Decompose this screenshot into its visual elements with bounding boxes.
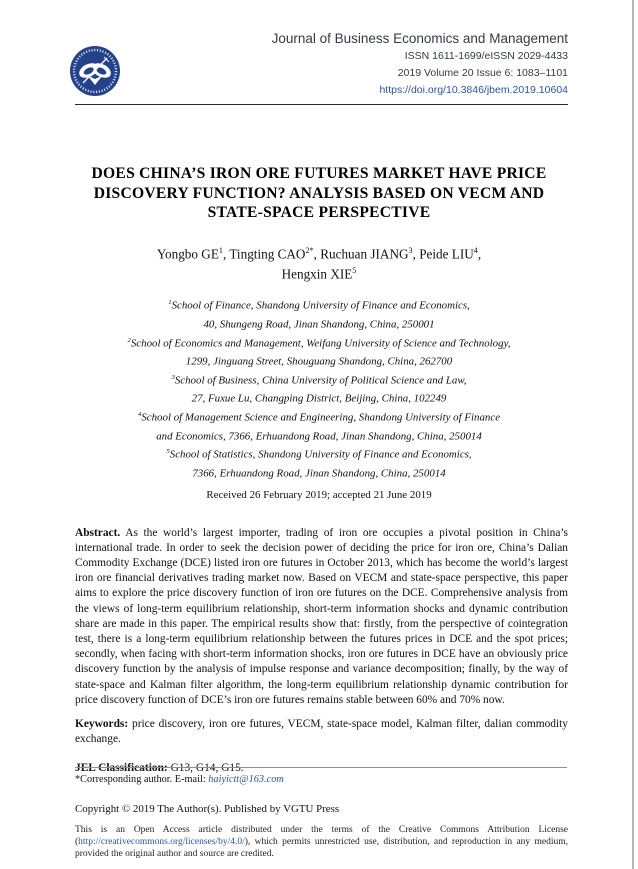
author-line: Yongbo $GE^1$, Tingting $CAO^{2*}$, Ruchuan JIANG$^3$, Peide LIU$^4$, [156, 245, 482, 261]
header-divider [75, 104, 568, 105]
author-list [0, 242, 638, 284]
affiliation-line: $^5$School of Statistics, Shandong University of Finance and Economics, [166, 448, 472, 461]
affiliation-line: $^2$School of Economics and Management, Weifang University of Science and Technology, [127, 336, 511, 350]
journal-name: Journal of Business Economics and Management [271, 31, 568, 46]
author: Yongbo GE [156, 245, 219, 261]
copyright-line: Copyright © 2019 The Author(s). Published by VGTU Press [75, 803, 340, 815]
abstract-paragraph [75, 526, 568, 708]
keywords-paragraph [75, 717, 568, 747]
jel-text: G13, G14, G15. [167, 762, 244, 775]
creative-commons-license-link[interactable]: http://creativecommons.org/licenses/by/4.0/ [78, 836, 245, 847]
issn-line: ISSN 1611-1699/eISSN 2029-4433 [404, 50, 568, 62]
doi-link[interactable]: https://doi.org/10.3846/jbem.2019.10604 [379, 84, 568, 96]
author-superscript: 3 [408, 245, 413, 255]
footnote-divider [75, 767, 567, 768]
author: Ruchuan JIANG [320, 245, 409, 261]
affiliation-line: 40, Shungeng Road, Jinan Shandong, China, 250001 [203, 318, 435, 331]
affiliation-line: 27, Fuxue Lu, Changping District, Beijing, China, 102249 [191, 393, 447, 406]
affiliation-line: $^4$School of Management Science and Engineering, Shandong University of Finance [137, 411, 501, 424]
keywords-label: Keywords: [75, 717, 129, 730]
author-superscript: 4 [473, 245, 478, 255]
affiliation-line: 1299, Jinguang Street, Shouguang Shandong, China, 262700 [185, 355, 453, 368]
abstract-label: Abstract. [75, 526, 121, 539]
author-superscript: 1 [218, 245, 223, 255]
page-footer [0, 767, 638, 860]
affiliation-line: $^1$School of Finance, Shandong University of Finance and Economics, [168, 299, 470, 312]
license-paragraph: This is an Open Access article distributed under the terms of the Creative Commons Attribution License (http://creativecommons.org/licenses/by/4.0/), which permits unrestricted use, distribution, and reproduction in any medium, provided the original author and source are credited. [75, 825, 568, 859]
affiliation-list [0, 295, 638, 481]
volume-issue-line: 2019 Volume 20 Issue 6: 1083–1101 [397, 67, 568, 79]
author-superscript: 5 [352, 266, 357, 276]
author-superscript: 2* [305, 245, 314, 255]
title-line: DOES CHINA’S IRON ORE FUTURES MARKET HAVE PRICE [91, 165, 547, 182]
article-title [0, 164, 638, 223]
title-line: STATE-SPACE PERSPECTIVE [207, 204, 431, 221]
author-line [0, 262, 638, 283]
jel-label: JEL Classification: [75, 762, 168, 775]
author: Tingting CAO [229, 245, 306, 261]
affiliation-line: $^3$School of Business, China University of Political Science and Law, [171, 373, 467, 387]
corresponding-author-email-link[interactable]: haiyictt@163.com [208, 774, 284, 785]
affiliation-line: and Economics, 7366, Erhuandong Road, Jinan Shandong, China, 250014 [156, 430, 482, 443]
abstract-text: As the world’s largest importer, trading of iron ore occupies a pivotal position in China’s international trade. In order to seek the decision power of deciding the price for iron ore, China’s Dalian Commodity Exchange (DCE) listed iron ore futures in October 2013, which has become the world’s largest iron ore financial derivatives trading market now. Based on VECM and state-space perspective, this paper aims to explore the price discovery function of iron ore futures on the DCE. Comprehensive analysis from the views of long-term equilibrium relationship, short-term information shocks and dynamic contribution share are made in this paper. The empirical results show that: firstly, from the perspective of cointegration test, there is a long-term equilibrium relationship between the futures prices in DCE and the spot prices; secondly, when facing with short-term information shocks, iron ore futures in DCE have an obviously price discovery function by the analysis of impulse response and variance decomposition; finally, by the way of state-space and Kalman filter algorithm, the long-term equilibrium relationship dynamic contribution for price discovery function of DCE’s iron ore futures remains stable between 60% and 70% now. [75, 526, 568, 706]
title-line: DISCOVERY FUNCTION? ANALYSIS BASED ON VECM AND [93, 184, 545, 202]
page-edge-shadow [632, 0, 634, 869]
vgtu-seal-icon [69, 45, 121, 97]
affiliation-line: 7366, Erhuandong Road, Jinan Shandong, China, 250014 [192, 467, 446, 480]
received-accepted-dates: Received 26 February 2019; accepted 21 June 2019 [206, 488, 432, 501]
author: Hengxin XIE [281, 266, 353, 282]
author: Peide LIU [419, 245, 474, 261]
keywords-text: price discovery, iron ore futures, VECM, state-space model, Kalman filter, dalian commodity exchange. [75, 717, 568, 746]
corresponding-author-note: *Corresponding author. E-mail: haiyictt@163.com [75, 774, 284, 785]
